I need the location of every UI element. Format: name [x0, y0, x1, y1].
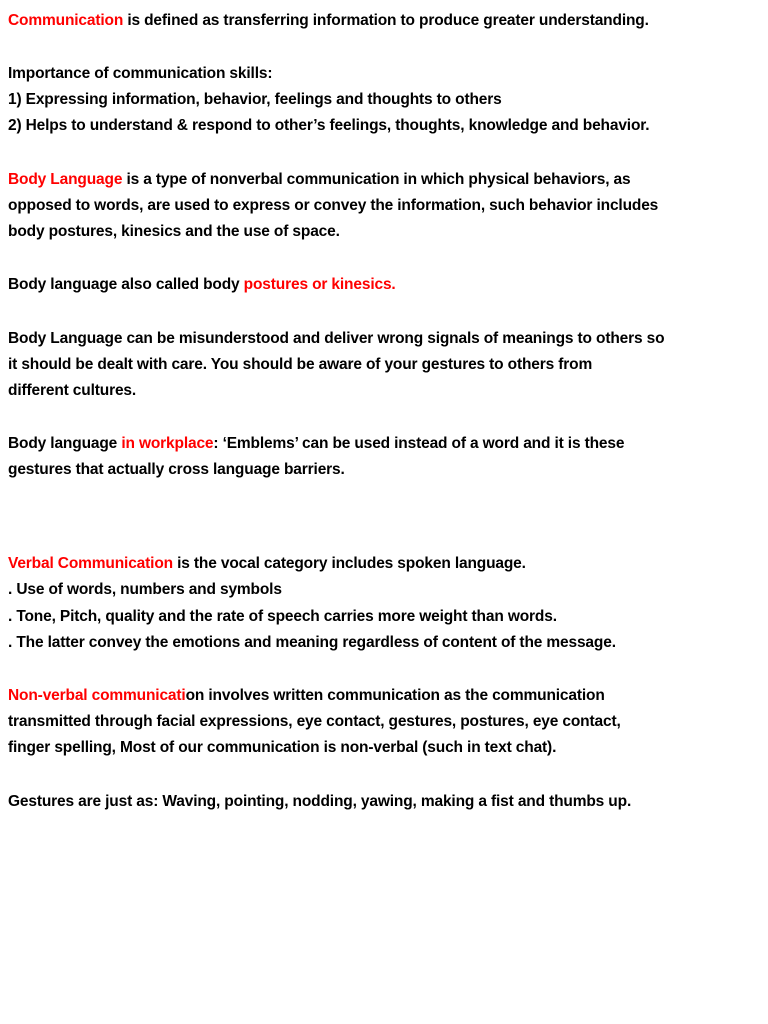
- misunderstood-line-3: different cultures.: [8, 382, 137, 399]
- verbal-item-2: . Tone, Pitch, quality and the rate of speech carries more weight than words.: [8, 608, 557, 625]
- workplace-line-2: gestures that actually cross language barriers.: [8, 461, 345, 478]
- term-non-verbal-communication: Non-verbal communicati: [8, 687, 186, 704]
- communication-definition-text: is defined as transferring information to produce greater understanding.: [123, 12, 649, 29]
- verbal-communication-text: is the vocal category includes spoken language.: [172, 555, 526, 572]
- term-in-workplace: in workplace: [121, 435, 214, 452]
- term-postures-kinesics: postures or kinesics.: [243, 276, 396, 293]
- workplace-prefix: Body language: [8, 435, 122, 452]
- importance-item-1: 1) Expressing information, behavior, feelings and thoughts to others: [8, 91, 502, 108]
- also-called-prefix: Body language also called body: [8, 276, 244, 293]
- non-verbal-line-1: [8, 686, 605, 706]
- non-verbal-line-1-text: on involves written communication as the communication: [185, 687, 605, 704]
- misunderstood-line-1: Body Language can be misunderstood and deliver wrong signals of meanings to others so: [8, 330, 665, 347]
- body-language-also-called: [8, 275, 396, 295]
- body-language-line-1-text: is a type of nonverbal communication in which physical behaviors, as: [122, 171, 631, 188]
- importance-item-2: 2) Helps to understand & respond to other’s feelings, thoughts, knowledge and behavior.: [8, 117, 650, 134]
- body-language-line-2: opposed to words, are used to express or convey the information, such behavior includes: [8, 197, 659, 214]
- term-communication: Communication: [8, 12, 124, 29]
- workplace-line-1: [8, 434, 624, 454]
- verbal-item-1: . Use of words, numbers and symbols: [8, 581, 282, 598]
- body-language-line-1: [8, 170, 631, 190]
- term-body-language: Body Language: [8, 171, 123, 188]
- verbal-item-3: . The latter convey the emotions and meaning regardless of content of the message.: [8, 634, 616, 651]
- gestures-line: Gestures are just as: Waving, pointing, nodding, yawing, making a fist and thumbs up.: [8, 793, 632, 810]
- non-verbal-line-3: finger spelling, Most of our communication is non-verbal (such in text chat).: [8, 739, 557, 756]
- workplace-line-1-text: : ‘Emblems’ can be used instead of a word and it is these: [213, 435, 625, 452]
- verbal-communication-line-1: [8, 554, 526, 574]
- importance-heading: Importance of communication skills:: [8, 65, 273, 82]
- non-verbal-line-2: transmitted through facial expressions, eye contact, gestures, postures, eye contact,: [8, 713, 621, 730]
- misunderstood-line-2: it should be dealt with care. You should be aware of your gestures to others from: [8, 356, 593, 373]
- term-verbal-communication: Verbal Communication: [8, 555, 173, 572]
- communication-definition: [8, 11, 649, 31]
- body-language-line-3: body postures, kinesics and the use of space.: [8, 223, 340, 240]
